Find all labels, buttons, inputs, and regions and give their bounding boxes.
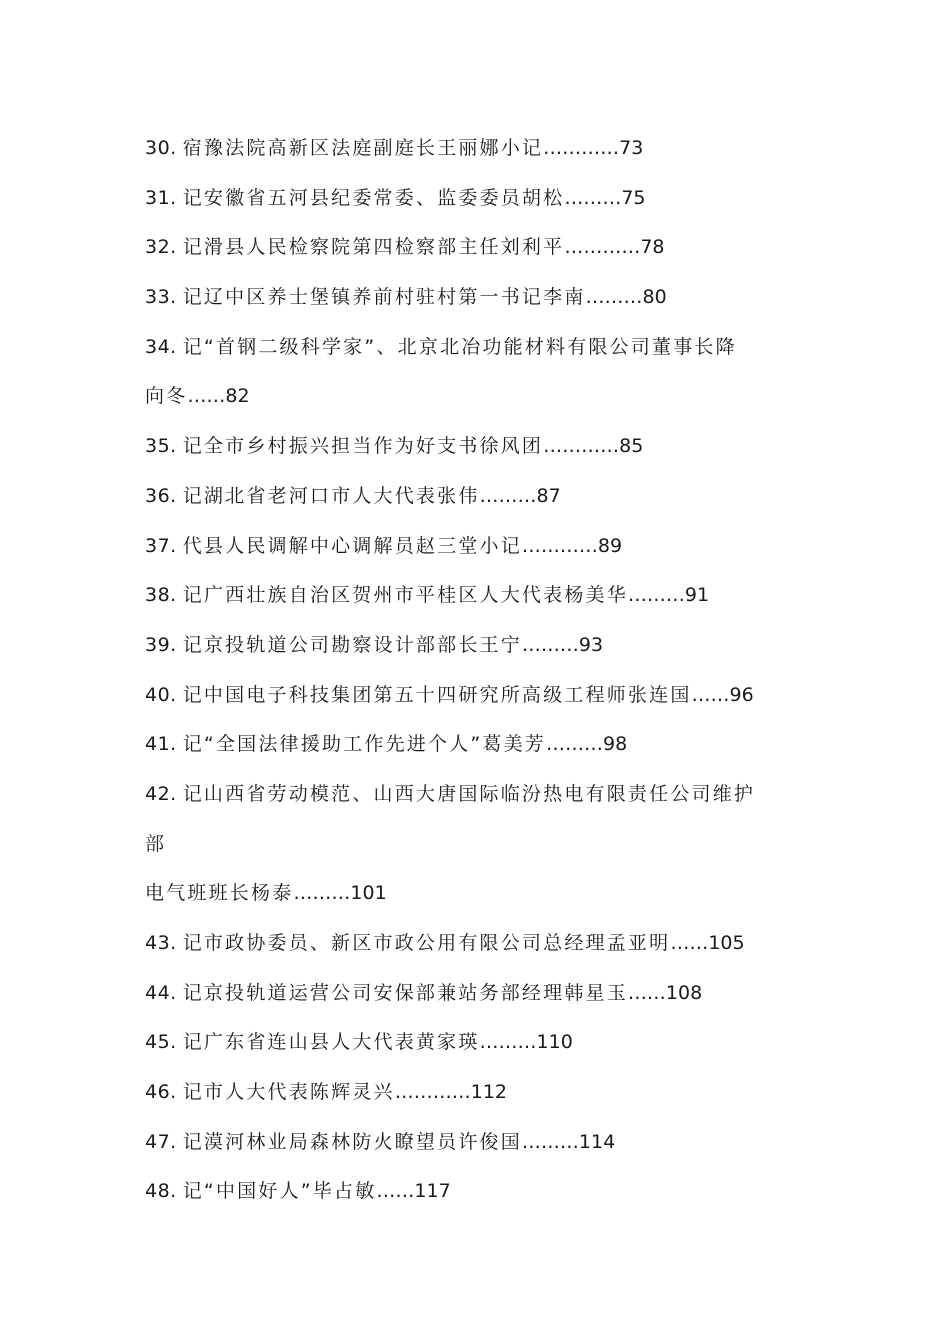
entry-page-number: 98: [603, 733, 628, 756]
entry-leader-dots: ………: [564, 186, 622, 209]
entry-page-number: 112: [470, 1081, 507, 1104]
toc-entry-32: [145, 223, 825, 273]
entry-title: 记安徽省五河县纪委常委、监委委员胡松: [182, 186, 565, 209]
entry-title: 记“中国好人”毕占敏: [182, 1180, 377, 1203]
entry-page-number: 75: [621, 186, 646, 209]
entry-title: 电气班班长杨泰: [145, 882, 294, 905]
entry-leader-dots: …………: [543, 435, 620, 458]
entry-leader-dots: ……: [691, 683, 730, 706]
entry-leader-dots: ………: [293, 882, 351, 905]
entry-title: 部: [145, 832, 167, 855]
toc-entry-39: [145, 621, 825, 671]
entry-number: 33.: [145, 286, 177, 309]
toc-entry-40: [145, 671, 825, 721]
entry-page-number: 114: [578, 1130, 616, 1153]
toc-entry-45: [145, 1018, 825, 1068]
toc-entry-34: [145, 323, 825, 373]
entry-number: 43.: [145, 932, 177, 954]
entry-title: 代县人民调解中心调解员赵三堂小记: [182, 534, 522, 557]
toc-entry-35: [145, 422, 825, 472]
entry-page-number: 82: [225, 385, 250, 408]
entry-number: 48.: [145, 1180, 177, 1203]
entry-leader-dots: ………: [479, 1031, 537, 1054]
entry-page-number: 108: [665, 981, 703, 1004]
entry-title: 记滑县人民检察院第四检察部主任刘利平: [182, 236, 565, 259]
entry-number: 39.: [145, 633, 177, 656]
entry-page-number: 110: [536, 1031, 573, 1054]
entry-leader-dots: ……: [627, 981, 666, 1004]
table-of-contents: [145, 124, 825, 1217]
entry-number: 36.: [145, 484, 177, 507]
entry-title: 记市人大代表陈辉灵兴: [182, 1081, 395, 1104]
entry-title: 记中国电子科技集团第五十四研究所高级工程师张连国: [182, 683, 692, 706]
toc-entry-42: [145, 770, 825, 820]
toc-entry-34-continued: [145, 372, 825, 422]
entry-page-number: 78: [640, 236, 665, 259]
entry-title: 宿豫法院高新区法庭副庭长王丽娜小记: [182, 137, 544, 159]
toc-entry-43: [145, 919, 825, 969]
entry-leader-dots: ……: [376, 1180, 415, 1203]
entry-number: 38.: [145, 584, 177, 607]
toc-entry-42-continued-2: [145, 869, 825, 919]
entry-number: 44.: [145, 981, 177, 1004]
entry-number: 40.: [145, 683, 177, 706]
toc-entry-46: [145, 1068, 825, 1118]
entry-page-number: 87: [536, 484, 561, 507]
entry-title: 记京投轨道运营公司安保部兼站务部经理韩星玉: [182, 981, 628, 1004]
entry-number: 35.: [145, 435, 177, 458]
entry-page-number: 93: [578, 633, 604, 656]
entry-title: 记漠河林业局森林防火瞭望员许俊国: [182, 1130, 522, 1153]
entry-title: 记湖北省老河口市人大代表张伟: [182, 484, 480, 507]
toc-entry-31: [145, 174, 825, 224]
entry-title: 记山西省劳动模范、山西大唐国际临汾热电有限责任公司维护: [182, 782, 756, 805]
entry-leader-dots: ………: [479, 484, 537, 507]
entry-title: 记广东省连山县人大代表黄家瑛: [182, 1031, 480, 1054]
toc-entry-41: [145, 720, 825, 770]
toc-entry-33: [145, 273, 825, 323]
toc-entry-37: [145, 522, 825, 572]
entry-number: 37.: [145, 534, 177, 557]
entry-number: 34.: [145, 335, 177, 358]
entry-leader-dots: …………: [394, 1081, 471, 1104]
entry-leader-dots: …………: [543, 137, 620, 159]
entry-number: 31.: [145, 186, 177, 209]
entry-page-number: 73: [619, 137, 644, 159]
toc-entry-36: [145, 472, 825, 522]
toc-entry-30: [145, 124, 825, 174]
toc-entry-44: [145, 969, 825, 1019]
entry-page-number: 101: [350, 882, 387, 905]
entry-number: 46.: [145, 1081, 177, 1104]
entry-title: 记“首钢二级科学家”、北京北冶功能材料有限公司董事长降: [182, 335, 737, 358]
entry-number: 30.: [145, 137, 177, 159]
entry-page-number: 85: [619, 435, 644, 458]
entry-leader-dots: ……: [670, 932, 709, 954]
entry-leader-dots: ………: [627, 584, 685, 607]
entry-page-number: 105: [708, 932, 745, 954]
entry-number: 42.: [145, 782, 177, 805]
entry-page-number: 89: [597, 534, 623, 557]
entry-title: 记全市乡村振兴担当作为好支书徐风团: [182, 435, 544, 458]
entry-page-number: 80: [642, 286, 667, 309]
entry-leader-dots: ……: [187, 385, 226, 408]
toc-entry-38: [145, 571, 825, 621]
entry-leader-dots: …………: [521, 534, 598, 557]
entry-number: 47.: [145, 1130, 177, 1153]
entry-leader-dots: ………: [521, 633, 579, 656]
entry-leader-dots: ………: [546, 733, 604, 756]
entry-leader-dots: ………: [521, 1130, 579, 1153]
entry-title: 记市政协委员、新区市政公用有限公司总经理孟亚明: [182, 932, 671, 954]
toc-entry-42-continued: [145, 820, 825, 870]
entry-title: 记广西壮族自治区贺州市平桂区人大代表杨美华: [182, 584, 628, 607]
entry-number: 45.: [145, 1031, 177, 1054]
entry-number: 41.: [145, 733, 177, 756]
entry-page-number: 117: [414, 1180, 451, 1203]
entry-leader-dots: ………: [585, 286, 643, 309]
entry-title: 向冬: [145, 385, 188, 408]
entry-page-number: 96: [729, 683, 754, 706]
toc-entry-47: [145, 1118, 825, 1168]
entry-page-number: 91: [684, 584, 710, 607]
toc-entry-48: [145, 1167, 825, 1217]
entry-leader-dots: …………: [564, 236, 641, 259]
entry-title: 记辽中区养士堡镇养前村驻村第一书记李南: [182, 286, 586, 309]
entry-number: 32.: [145, 236, 177, 259]
entry-title: 记“全国法律援助工作先进个人”葛美芳: [182, 733, 547, 756]
entry-title: 记京投轨道公司勘察设计部部长王宁: [182, 633, 522, 656]
